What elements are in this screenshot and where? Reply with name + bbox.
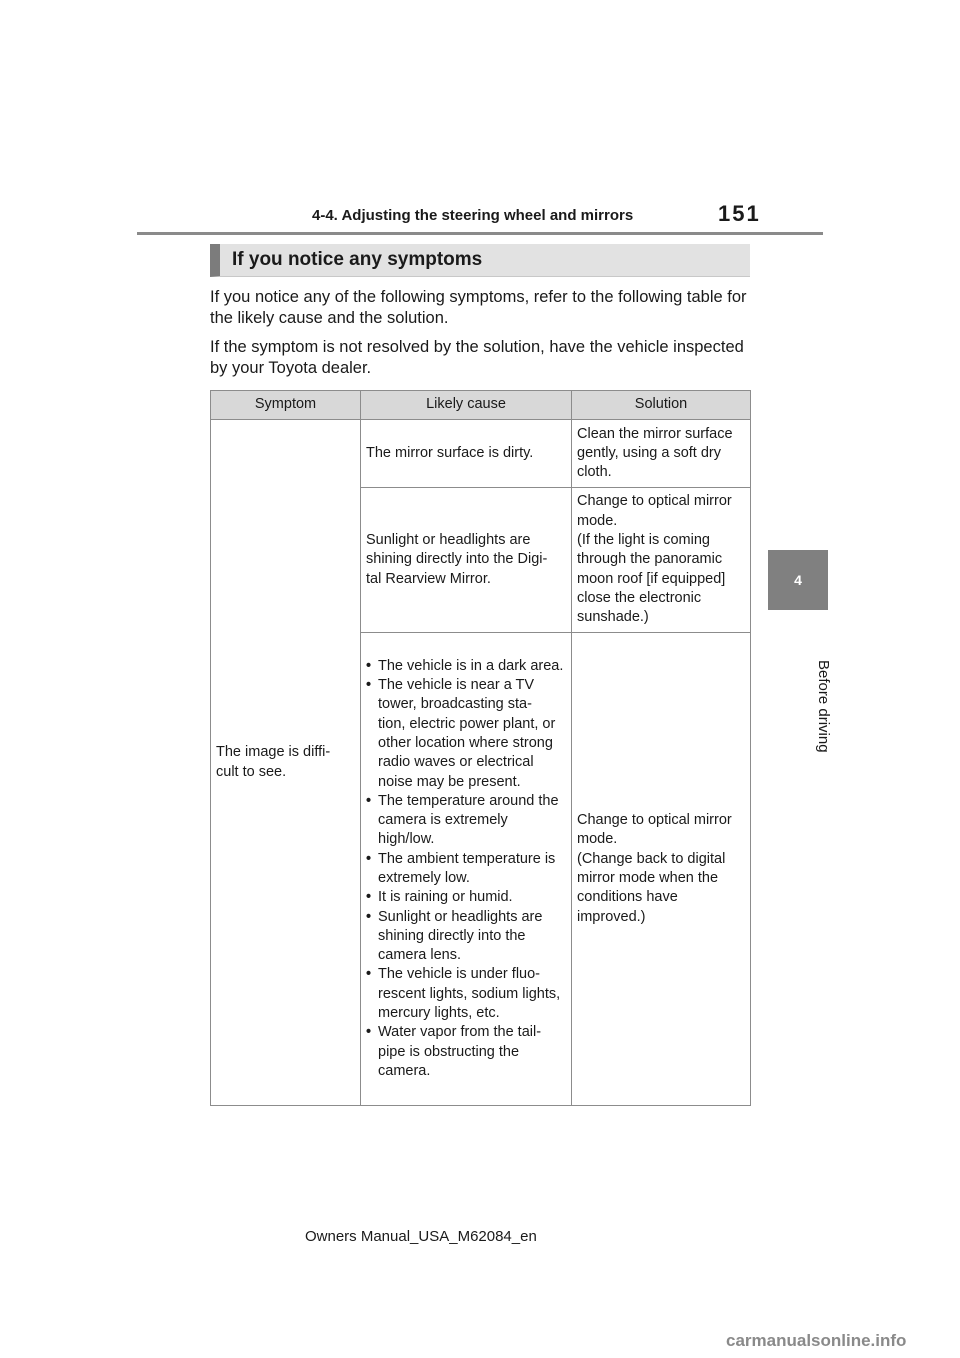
page-number: 151	[718, 201, 761, 226]
list-item: • The vehicle is in a dark area.	[366, 657, 566, 676]
solution-cell: Change to optical mirror mode. (If the light is coming through the panoramic moon roof [if equipped] close the electronic sunshade.)	[572, 488, 751, 633]
section-heading: If you notice any symptoms	[210, 244, 750, 277]
chapter-label: Before driving	[815, 660, 832, 753]
symptom-table	[210, 390, 751, 1106]
header-section-title: 4-4. Adjusting the steering wheel and mirrors	[312, 207, 634, 224]
chapter-number: 4	[794, 572, 802, 588]
site-watermark: carmanualsonline.info	[726, 1331, 907, 1350]
header-divider	[137, 232, 823, 235]
symptom-cell: The image is diffi- cult to see.	[211, 420, 361, 1106]
list-item: • Water vapor from the tail- pipe is obstructing the camera.	[366, 1023, 566, 1081]
solution-cell: Change to optical mirror mode. (Change back to digital mirror mode when the conditions have improved.)	[572, 633, 751, 1106]
header-solution: Solution	[572, 391, 751, 420]
table-row	[211, 420, 751, 488]
solution-cell: Clean the mirror surface gently, using a soft dry cloth.	[572, 420, 751, 488]
table-header-row	[211, 391, 751, 420]
intro-paragraph-2: If the symptom is not resolved by the solution, have the vehicle inspected by your Toyota dealer.	[210, 338, 744, 377]
list-item: • The vehicle is under fluo- rescent lights, sodium lights, mercury lights, etc.	[366, 965, 566, 1023]
intro-paragraph-1: If you notice any of the following symptoms, refer to the following table for the likely cause and the solution.	[210, 288, 747, 327]
list-item: • The temperature around the camera is extremely high/low.	[366, 792, 566, 850]
list-item: • The ambient temperature is extremely low.	[366, 850, 566, 889]
manual-id: Owners Manual_USA_M62084_en	[305, 1228, 537, 1245]
list-item: • Sunlight or headlights are shining directly into the camera lens.	[366, 908, 566, 966]
header-symptom: Symptom	[211, 391, 361, 420]
cause-cell	[361, 633, 572, 1106]
chapter-tab	[768, 550, 828, 610]
list-item: • The vehicle is near a TV tower, broadcasting sta- tion, electric power plant, or other location where strong radio waves or electrical noise may be present.	[366, 676, 566, 792]
cause-cell: The mirror surface is dirty.	[361, 420, 572, 488]
cause-cell: Sunlight or headlights are shining directly into the Digi- tal Rearview Mirror.	[361, 488, 572, 633]
cause-list	[366, 657, 566, 1082]
header-likely-cause: Likely cause	[361, 391, 572, 420]
list-item: • It is raining or humid.	[366, 888, 566, 907]
